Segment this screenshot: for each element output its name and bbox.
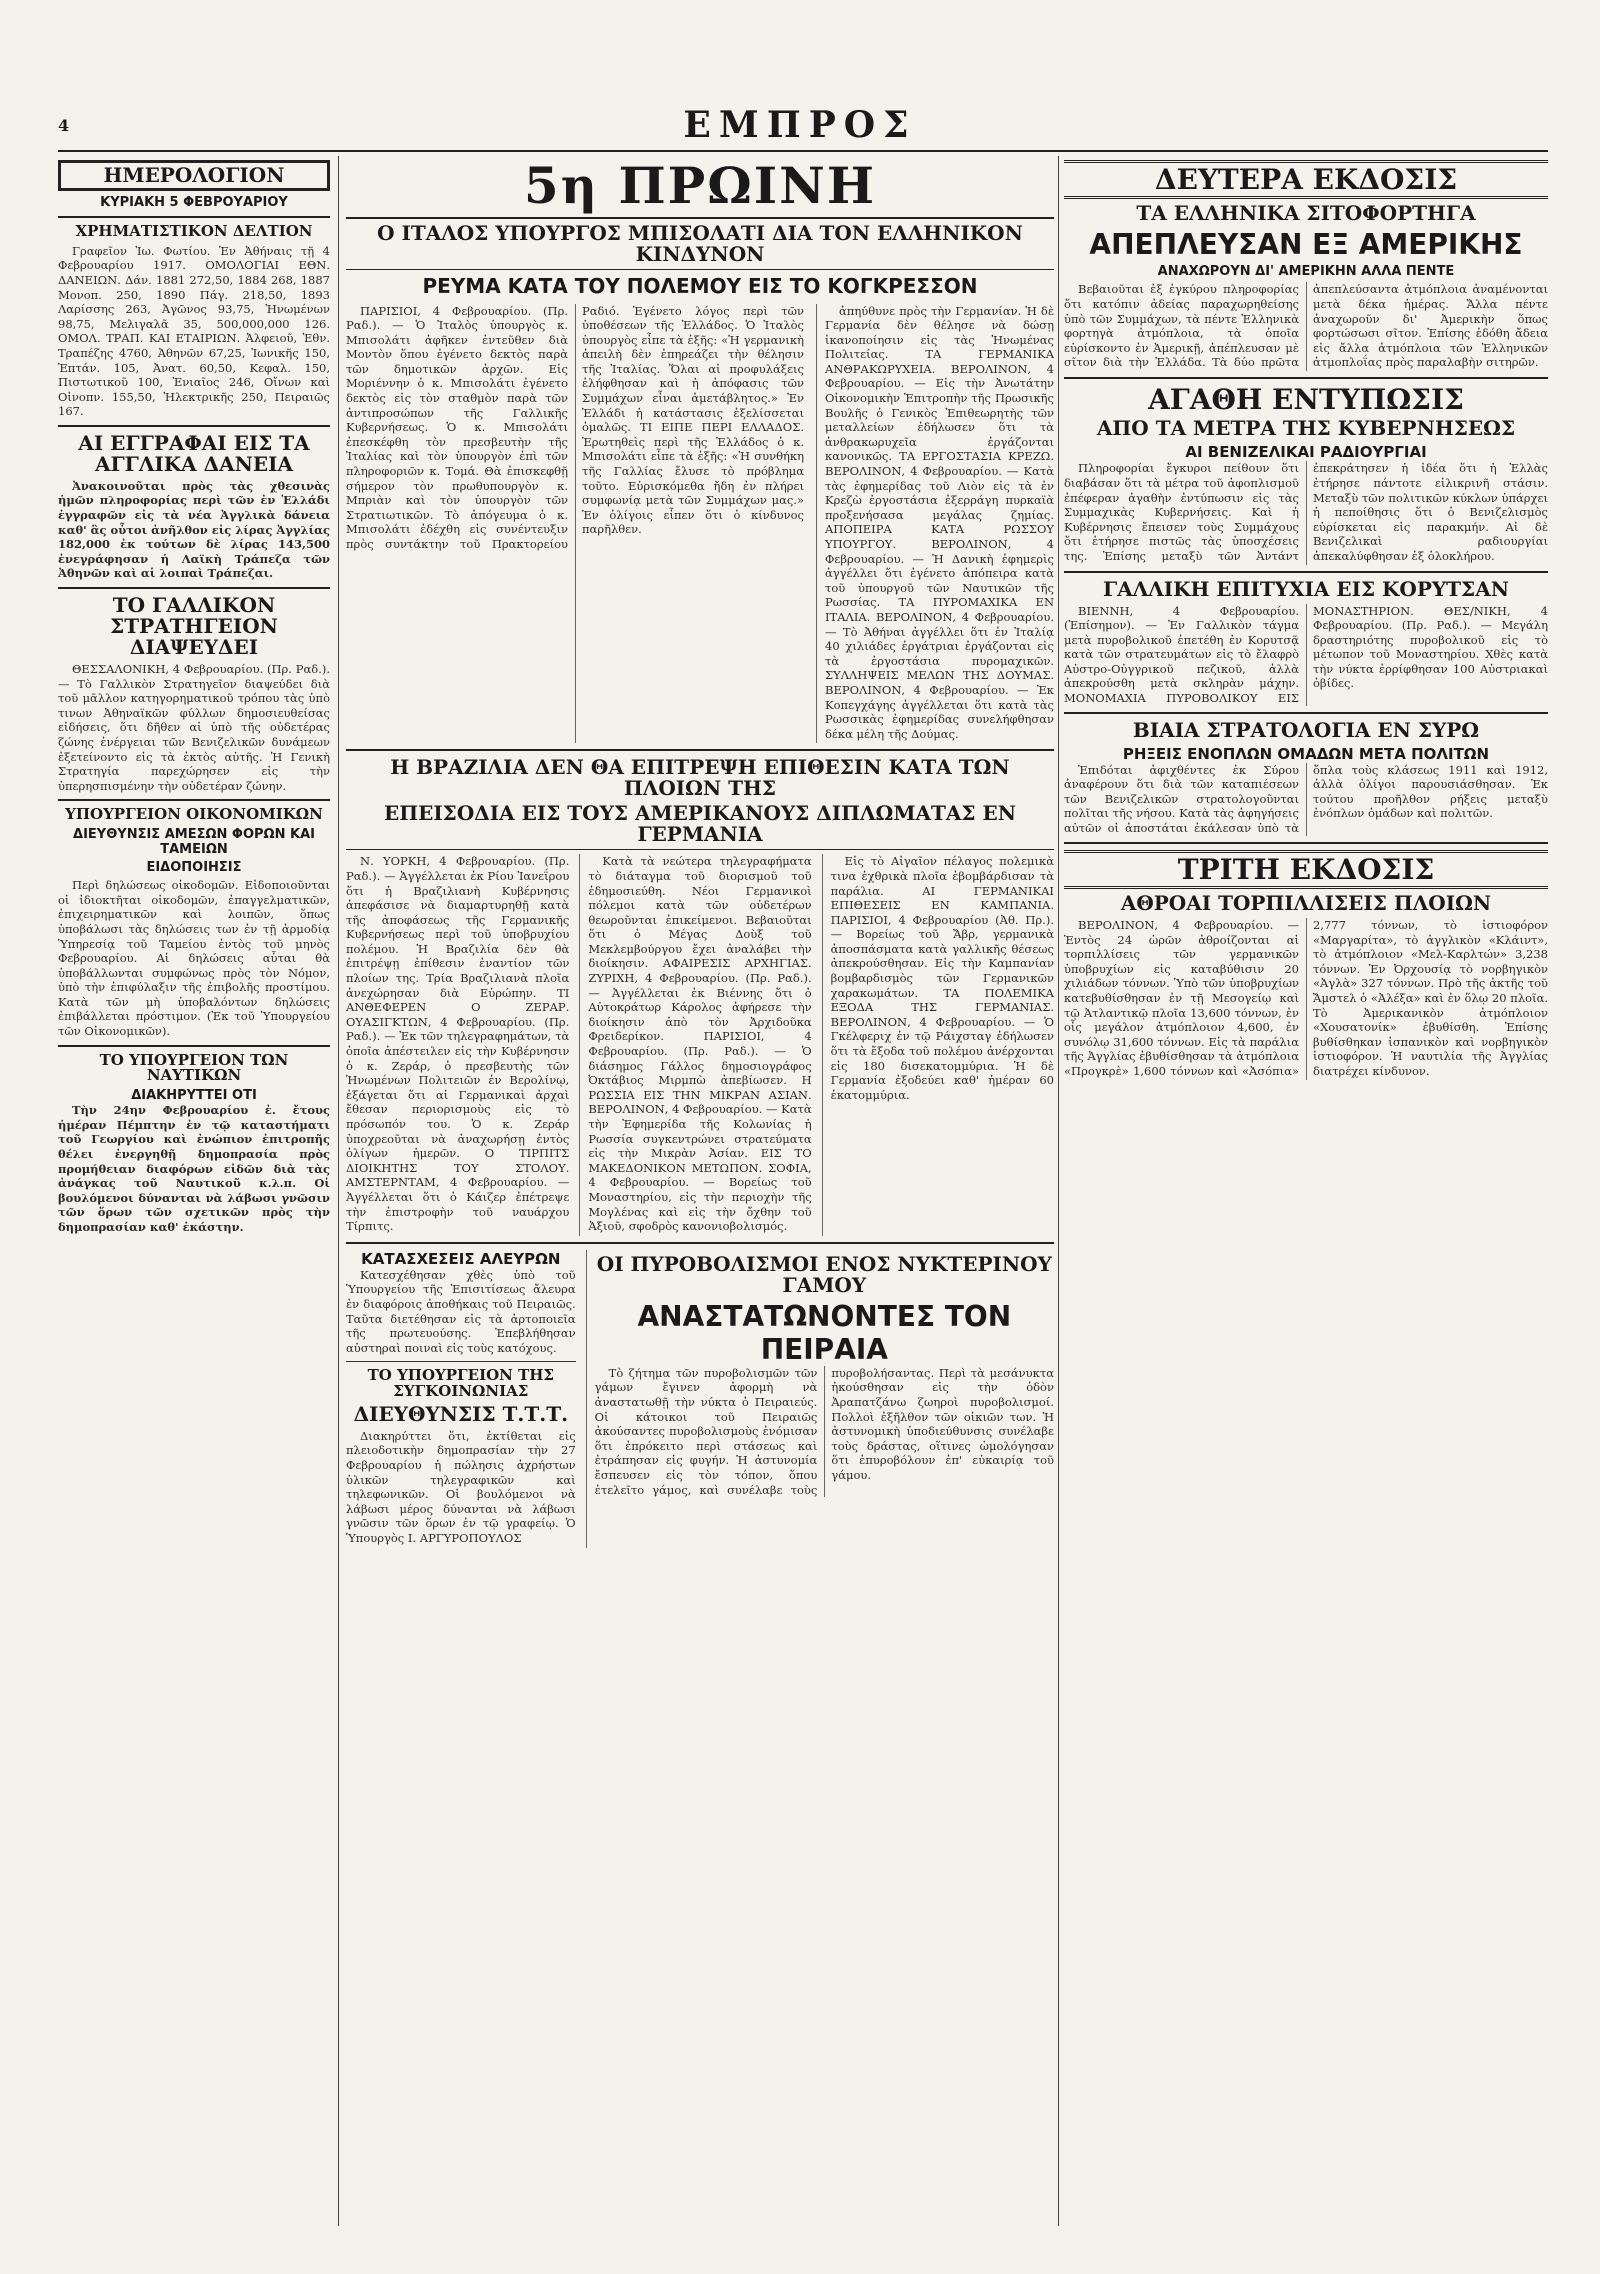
newspaper-masthead: ΕΜΠΡΟΣ (683, 104, 917, 146)
divider (346, 1242, 1054, 1244)
bottom-center-block (346, 1250, 1054, 1548)
korytsa-text: ΒΙΕΝΝΗ, 4 Φεβρουαρίου. (Ἐπίσημον). — Ἐν Γαλλικὸν τάγμα μετὰ πυροβολικοῦ ἐπετέθη ἐν Κορυτσᾷ κατὰ τῶν στρατευμάτων εἰς τὸ ἔλαφρὸ Αὐστρο-Οὐγγρικοῦ πεζικοῦ, ἀλλὰ ἀπεκρούσθη μετὰ σκληρὰν μάχην. ΜΟΝΟΜΑΧΙΑ ΠΥΡΟΒΟΛΙΚΟΥ ΕΙΣ ΜΟΝΑΣΤΗΡΙΟΝ. ΘΕΣ/ΝΙΚΗ, 4 Φεβρουαρίου. (Πρ. Ραδ.). — Μεγάλη δραστηριότης πυροβολικοῦ εἰς τὸ μέτωπον τοῦ Μοναστηρίου. Χθὲς κατὰ τὴν νύκτα ἐρρίφθησαν 100 Αὐστριακαὶ ὀβίδες. (1064, 603, 1548, 706)
headline-bisolati: Ο ΙΤΑΛΟΣ ΥΠΟΥΡΓΟΣ ΜΠΙΣΟΛΑΤΙ ΔΙΑ ΤΟΝ ΕΛΛΗΝΙΚΟΝ ΚΙΝΔΥΝΟΝ (346, 217, 1054, 270)
divider (1064, 377, 1548, 379)
grain-subtitle: ΑΝΑΧΩΡΟΥΝ ΔΙ' ΑΜΕΡΙΚΗΝ ΑΛΛΑ ΠΕΝΤΕ (1157, 264, 1455, 280)
camp-title: ΤΟ ΓΑΛΛΙΚΟΝ ΣΤΡΑΤΗΓΕΙΟΝ ΔΙΑΨΕΥΔΕΙ (110, 593, 278, 660)
naval-subtitle: ΔΙΑΚΗΡΥΤΤΕΙ ΟΤΙ (131, 1088, 257, 1104)
story-brazil-text-3: Εἰς τὸ Αἰγαῖον πέλαγος πολεμικὰ τινα ἐχθρικὰ πλοῖα ἐβομβάρδισαν τὰ παράλια. ΑΙ ΓΕΡΜΑΝΙΚΑΙ ΕΠΙΘΕΣΕΙΣ ΕΝ ΚΑΜΠΑΝΙΑ. ΠΑΡΙΣΙΟΙ, 4 Φεβρουαρίου (Ἀθ. Πρ.). — Βορείως τοῦ Ἄβρ, γερμανικὰ ἀποσπάσματα κατὰ γαλλικῆς θέσεως ἀπεκρούσθησαν. Εἰς τὴν Καμπανίαν βομβαρδισμὸς τῶν Γερμανικῶν χαρακωμάτων. ΤΑ ΠΟΛΕΜΙΚΑ ΕΞΟΔΑ ΤΗΣ ΓΕΡΜΑΝΙΑΣ. ΒΕΡΟΛΙΝΟΝ, 4 Φεβρουαρίου. — Ὁ Γκέλφεριχ ἐν τῷ Ράιχσταγ ἐδήλωσεν ὅτι τὰ ἔξοδα τοῦ πολέμου ἀνέρχονται εἰς 180 δισεκατομμύρια. Ἡ δὲ Γερμανία ἐξοδεύει καθ' ἡμέραν 60 ἑκατομμύρια. (822, 854, 1054, 1235)
center-column (346, 156, 1054, 2226)
story-bisolati-text: ΠΑΡΙΣΙΟΙ, 4 Φεβρουαρίου. (Πρ. Ραδ.). — Ὁ Ἰταλὸς ὑπουργὸς κ. Μπισολάτι ἀφῆκεν ἐντεῦθεν διὰ Μοντὸν ὅπου ἐγένετο δεκτὸς παρὰ τῶν δημοτικῶν ἀρχῶν. Εἰς Μοριέννην ὁ κ. Μπισολάτι ἐγένετο δεκτὸς εἰς τὸν σταθμὸν παρὰ τῶν ἀντιπροσώπων τῆς Γαλλικῆς Κυβερνήσεως. Ὁ κ. Μπισολάτι ἐπεσκέφθη τὸν πρεσβευτὴν τῆς Ἰταλίας καὶ τὸν ὑπουργὸν ἐπὶ τῶν πληροφοριῶν κ. Τομά. Θὰ ἐπισκεφθῇ σήμερον τὸν πρωθυπουργὸν κ. Μπριὰν καὶ τὸν ὑπουργὸν τῶν Στρατιωτικῶν. Τὸ ἀπόγευμα ὁ κ. Μπισολάτι ἐδέχθη εἰς συνέντευξιν πρὸς συντάκτην τοῦ Πρακτορείου Ραδιό. Ἐγένετο λόγος περὶ τῶν ὑποθέσεων τῆς Ἑλλάδος. Ὁ Ἰταλὸς ὑπουργὸς εἶπε τὰ ἑξῆς: «Ἡ γερμανικὴ ἀπειλὴ δὲν ἐπηρεάζει τὴν θέλησιν τῆς Ἰταλίας. Ὅλαι αἱ προφυλάξεις ἐλήφθησαν καὶ ἡ ἀπόφασις τῶν Συμμάχων εἶναι ἀμετάβλητος.» Ἐν Ἑλλάδι ἡ κατάστασις ἐξελίσσεται ὁμαλῶς. ΤΙ ΕΙΠΕ ΠΕΡΙ ΕΛΛΑΔΟΣ. Ἐρωτηθεὶς περὶ τῆς Ἑλλάδος ὁ κ. Μπισολάτι εἶπε τὰ ἑξῆς: «Ἡ συνθήκη τῆς Γαλλίας ἔλυσε τὸ πρόβλημα τοῦτο. Εὑρισκόμεθα ἤδη ἐν πλήρει συμφωνίᾳ μετὰ τῶν Συμμάχων μας.» Ἐν ὀλίγοις εἶπεν ὅτι ὁ κίνδυνος παρῆλθεν. (346, 303, 804, 551)
telegraph-title: ΤΟ ΥΠΟΥΡΓΕΙΟΝ ΤΗΣ ΣΥΓΚΟΙΝΩΝΙΑΣ (367, 1366, 555, 1401)
finance-text: Περὶ δηλώσεως οἰκοδομῶν. Εἰδοποιοῦνται οἱ ἰδιοκτῆται οἰκοδομῶν, ἐπαγγελματικῶν, ἐπιχειρηματικῶν καὶ λοιπῶν, ὅπως ὑποβάλωσι τὰς δηλώσεις των ἐν τῇ ἀρμοδίᾳ Ὑπηρεσίᾳ τοῦ Ταμείου ἐντὸς τοῦ μηνὸς Φεβρουαρίου. Αἱ δηλώσεις αὗται θὰ ὑποβάλλωνται συμφώνως πρὸς τὸν Νόμον, ὑπὸ τὴν ἐπιφύλαξιν τῆς ἐπιβολῆς προστίμου. Κατὰ τῶν μὴ ὑποβαλόντων δηλώσεις ἐπιβάλλεται πρόστιμον. (Ἐκ τοῦ Ὑπουργείου τῶν Οἰκονομικῶν). (58, 878, 330, 1039)
naval-text: Τὴν 24ην Φεβρουαρίου ἐ. ἔτους ἡμέραν Πέμπτην ἐν τῷ καταστήματι τοῦ Γεωργίου καὶ ἐνώπιον ἐπιτροπῆς θέλει ἐνεργηθῇ δημοπρασία πρὸς προμήθειαν διαφόρων εἰδῶν διὰ τὰς ἀνάγκας τοῦ Ναυτικοῦ κ.λ.π. Οἱ βουλόμενοι δύνανται νὰ λάβωσι γνῶσιν τῶν ὅρων τῶν σχετικῶν πρὸς τὴν δημοπρασίαν καθ' ἑκάστην. (58, 1103, 330, 1234)
divider (346, 1361, 576, 1362)
impression-subheading: ΑΙ ΒΕΝΙΖΕΛΙΚΑΙ ΡΑΔΙΟΥΡΓΙΑΙ (1185, 443, 1427, 462)
torpedo-text: ΒΕΡΟΛΙΝΟΝ, 4 Φεβρουαρίου. — Ἐντὸς 24 ὡρῶν ἀθροίζονται αἱ τορπιλλίσεις τῶν γερμανικῶν ὑποβρυχίων εἰς καταβύθισιν 20 χιλιάδων τόννων. Ὑπὸ τῶν ὑποβρυχίων κατεβυθίσθησαν ἐν τῇ Μεσογείῳ καὶ τῷ Ἀτλαντικῷ πλοῖα 13,600 τόννων, ἐν οἷς μεγάλον ἀτμόπλοιον 4,600, ἐν συνόλῳ 31,600 τόννων. Εἰς τὰ παράλια τῆς Ἀγγλίας ἐβυθίσθησαν τὰ ἀτμόπλοια «Προγκρὲ» 1,600 τόννων καὶ «Ἀσόπια» 2,777 τόννων, τὸ ἰστιοφόρον «Μαργαρίτα», τὸ ἀγγλικὸν «Κλάιντ», τὸ ἀτμόπλοιον «Μελ-Καρλτών» 3,238 τόννων. Ἐν Ὀρχουσίᾳ τὸ νορβηγικὸν «Ἀγλὰ» 327 τόννων. Πρὸ τῆς ἀκτῆς τοῦ Ἄμστελ ὁ «Ἀλέξα» καὶ ἐν ὅλῳ 20 πλοῖα. Τὸ Ἀμερικανικὸν ἀτμόπλοιον «Χουσατονίκ» ἐβυθίσθη. Ἐπίσης βυθίσθηκαν ἰσπανικὸν καὶ νορβηγικὸν ἱστιοφόρον. Ἡ ναυτιλία τῆς Ἀγγλίας διατρέχει κίνδυνον. (1064, 918, 1548, 1078)
wedding-subtitle: ΑΝΑΣΤΑΤΩΝΟΝΤΕΣ ΤΟΝ ΠΕΙΡΑΙΑ (637, 1299, 1012, 1366)
edition-title: 5η ΠΡΩΙΝΗ (523, 156, 877, 215)
divider (346, 749, 1054, 751)
telegraph-subtitle: ΔΙΕΥΘΥΝΣΙΣ Τ.Τ.Τ. (353, 1401, 569, 1426)
loans-title: ΑΙ ΕΓΓΡΑΦΑΙ ΕΙΣ ΤΑ ΑΓΓΛΙΚΑ ΔΑΝΕΙΑ (78, 430, 310, 476)
calendar-date: ΚΥΡΙΑΚΗ 5 ΦΕΒΡΟΥΑΡΙΟΥ (100, 195, 288, 210)
wedding-title: ΟΙ ΠΥΡΟΒΟΛΙΣΜΟΙ ΕΝΟΣ ΝΥΚΤΕΡΙΝΟΥ ΓΑΜΟΥ (596, 1251, 1052, 1297)
story-news-text: ἀπηύθυνε πρὸς τὴν Γερμανίαν. Ἡ δὲ Γερμανία δὲν θέλησε νὰ δώσῃ ἱκανοποίησιν εἰς τὰς Ἡνωμένας Πολιτείας. ΤΑ ΓΕΡΜΑΝΙΚΑ ΑΝΘΡΑΚΩΡΥΧΕΙΑ. ΒΕΡΟΛΙΝΟΝ, 4 Φεβρουαρίου. — Εἰς τὴν Ἀνωτάτην Οἰκονομικὴν Ἐπιτροπὴν τῆς Πρωσικῆς Βουλῆς ὁ Γενικὸς Ἐπιθεωρητὴς τῶν μεταλλείων ἐδήλωσεν ὅτι τὰ ἀνθρακωρυχεῖα ἐργάζονται κανονικῶς. ΤΑ ΕΡΓΟΣΤΑΣΙΑ ΚΡΕΖΩ. ΒΕΡΟΛΙΝΟΝ, 4 Φεβρουαρίου. — Κατὰ τὰς ἐφημερίδας τοῦ Λιὸν εἰς τὰ ἐν Κρεζὼ ἐργοστάσια ἐξερράγη πυρκαϊὰ προξενήσασα μεγάλας ζημίας. ΑΠΟΠΕΙΡΑ ΚΑΤΑ ΡΩΣΣΟΥ ΥΠΟΥΡΓΟΥ. ΒΕΡΟΛΙΝΟΝ, 4 Φεβρουαρίου. — Ἡ Δανικὴ ἐφημερὶς ἀγγέλλει ὅτι ἐγένετο ἀπόπειρα κατὰ τοῦ ὑπουργοῦ τῶν Ναυτικῶν τῆς Ρωσσίας. ΤΑ ΠΥΡΟΜΑΧΙΚΑ ΕΝ ΙΤΑΛΙΑ. ΒΕΡΟΛΙΝΟΝ, 4 Φεβρουαρίου. — Τὸ Ἀθήναι ἀγγέλλει ὅτι ἐν Ἰταλίᾳ 40 χιλιάδες ἐργάτριαι ἐργάζονται εἰς τὰ ἐργοστάσια πυρομαχικῶν. ΣΥΛΛΗΨΕΙΣ ΜΕΛΩΝ ΤΗΣ ΔΟΥΜΑΣ. ΒΕΡΟΛΙΝΟΝ, 4 Φεβρουαρίου. — Ἐκ Κοπεγχάγης ἀγγέλλεται ὅτι κατὰ τὰς Ρωσσικὰς ἐφημερίδας συνελήφθησαν δέκα μέλη τῆς Δούμας. (816, 304, 1054, 744)
naval-title: ΤΟ ΥΠΟΥΡΓΕΙΟΝ ΤΩΝ ΝΑΥΤΙΚΩΝ (99, 1050, 289, 1085)
notices-block (346, 1250, 576, 1548)
wedding-block (586, 1250, 1054, 1548)
divider (58, 587, 330, 589)
story-brazil-block (346, 854, 1054, 1235)
telegraph-text: Διακηρύττει ὅτι, ἐκτίθεται εἰς πλειοδοτικὴν δημοπρασίαν τὴν 27 Φεβρουαρίου ἡ πώλησις ἀχρήστων ὑλικῶν τηλεγραφικῶν καὶ τηλεφωνικῶν. Οἱ βουλόμενοι νὰ λάβωσι μέρος δύνανται νὰ λάβωσι γνῶσιν τῶν ὅρων ἐν τῷ γραφείῳ. Ὁ Ὑπουργὸς Ι. ΑΡΓΥΡΟΠΟΥΛΟΣ (346, 1428, 576, 1545)
stock-title: ΧΡΗΜΑΤΙΣΤΙΚΟΝ ΔΕΛΤΙΟΝ (75, 222, 313, 240)
syros-text: Ἐπιδόται ἀφιχθέντες ἐκ Σύρου ἀναφέρουν ὅτι διὰ τῶν καταπιέσεων τῶν Βενιζελικῶν στρατολογοῦνται πολῖται τῆς νήσου. Κατὰ τὰς ἀφηγήσεις αὐτῶν οἱ ἀποστάται ἐκάλεσαν ὑπὸ τὰ ὅπλα τοὺς κλάσεως 1911 καὶ 1912, ἀλλὰ ὀλίγοι παρουσιάσθησαν. Ἐκ τούτου προῆλθον ρήξεις μεταξὺ ἐνόπλων ὁμάδων καὶ πολιτῶν. (1064, 762, 1548, 836)
stock-text: Γραφεῖον Ἰω. Φωτίου. Ἐν Ἀθήναις τῇ 4 Φεβρουαρίου 1917. ΟΜΟΛΟΓΙΑΙ ΕΘΝ. ΔΑΝΕΙΩΝ. Δάν. 1881 272,50, 1884 268, 1887 Μονοπ. 250, 1890 Πάγ. 218,50, 1893 Λαρίσσης 263, Ἀγῶνος 93,75, Ἠνωμένων 98,75, Μελιγαλᾶ 35, 500,000,000 126. ΟΜΟΛ. ΤΡΑΠ. ΚΑΙ ΕΤΑΙΡΙΩΝ. Ἀλφειοῦ, Ἐθν. Τραπέζης 4760, Ἀθηνῶν 67,25, Ἰωνικῆς 150, Ἐπτάν. 105, Ἀνατ. 60,50, Κεφαλ. 150, Πιστωτικοῦ 100, Ἐνιαῖος 246, Οἴνων καὶ Οἰνοπν. 155,50, Ἠλεκτρικῆς 250, Πειραιῶς 167. (58, 243, 330, 419)
flour-title: ΚΑΤΑΣΧΕΣΕΙΣ ΑΛΕΥΡΩΝ (361, 1249, 561, 1268)
wedding-text: Τὸ ζήτημα τῶν πυροβολισμῶν τῶν γάμων ἔγινεν ἀφορμὴ νὰ ἀναστατωθῇ τὴν νύκτα ὁ Πειραιεύς. Οἱ κάτοικοι τοῦ Πειραιῶς ἀκούσαντες πυροβολισμοὺς ἐνόμισαν ὅτι ἐπρόκειτο περὶ στάσεως καὶ ἐτράπησαν εἰς φυγήν. Ἡ ἀστυνομία ἔσπευσεν εἰς τὸν τόπον, ὅπου ἐτελεῖτο γάμος, καὶ συνέλαβε τοὺς πυροβολήσαντας. Περὶ τὰ μεσάνυκτα ἠκούσθησαν εἰς τὴν ὁδὸν Ἀραπατζάνω ζωηροὶ πυροβολισμοί. Πολλοὶ ἐξῆλθον τῶν οἰκιῶν των. Ἡ ἀστυνομικὴ ὑποδιεύθυνσις συνέλαβε τοὺς δράστας, οἵτινες ὡμολόγησαν ὅτι ἐπυροβόλουν ἐπ' εὐκαιρίᾳ τοῦ γάμου. (594, 1365, 1054, 1497)
divider (58, 1045, 330, 1047)
loans-text: Ἀνακοινοῦται πρὸς τὰς χθεσινὰς ἡμῶν πληροφορίας περὶ τῶν ἐν Ἑλλάδι ἐγγραφῶν εἰς τὰ νέα Ἀγγλικὰ δάνεια καθ' ἃς οὗτοι ἀνῆλθον εἰς λίρας Ἀγγλίας 182,000 ἐκ τούτων δὲ λίρας 143,500 ἐνεγράφησαν ἡ Λαϊκὴ Τράπεζα τῶν Ἀθηνῶν καὶ αἱ λοιπαὶ Τράπεζαι. (58, 478, 330, 581)
syros-title: ΒΙΑΙΑ ΣΤΡΑΤΟΛΟΓΙΑ ΕΝ ΣΥΡΩ (1132, 717, 1480, 742)
story-brazil-text-2: Κατὰ τὰ νεώτερα τηλεγραφήματα τὸ διάταγμα τοῦ διορισμοῦ τοῦ ἐδημοσιεύθη. Νέοι Γερμανικοὶ πόλεμοι κατὰ τῶν οὐδετέρων θεωροῦνται ἐπικείμενοι. Βεβαιοῦται ὅτι ὁ Μέγας Δοὺξ τοῦ Μεκλεμβούργου ἔχει ἀναλάβει τὴν διοίκησιν. ΑΦΑΙΡΕΣΙΣ ΑΡΧΗΓΙΑΣ. ΖΥΡΙΧΗ, 4 Φεβρουαρίου. (Πρ. Ραδ.). — Ἀγγέλλεται ἐκ Βιέννης ὅτι ὁ Αὐτοκράτωρ Κάρολος ἀφήρεσε τὴν διοίκησιν ἀπὸ τὸν Ἀρχιδοῦκα Φρειδερίκον. ΠΑΡΙΣΙΟΙ, 4 Φεβρουαρίου. (Πρ. Ραδ.). — Ὁ διάσημος Γάλλος δημοσιογράφος Ὀκτάβιος Μιρμπὼ ἀπεβίωσεν. Η ΡΩΣΣΙΑ ΕΙΣ ΤΗΝ ΜΙΚΡΑΝ ΑΣΙΑΝ. ΒΕΡΟΛΙΝΟΝ, 4 Φεβρουαρίου. — Κατὰ τὴν Ἐφημερίδα τῆς Κολωνίας ἡ Ρωσσία συγκεντρώνει στρατεύματα εἰς τὴν Μικρὰν Ἀσίαν. ΕΙΣ ΤΟ ΜΑΚΕΔΟΝΙΚΟΝ ΜΕΤΩΠΟΝ. ΣΟΦΙΑ, 4 Φεβρουαρίου. — Βορείως τοῦ Μοναστηρίου, εἰς τὴν περιοχὴν τῆς Μογλένας καὶ εἰς τὴν ὄχθην τοῦ Ἀξιοῦ, σφοδρὸς κανονιοβολισμός. (579, 854, 811, 1235)
grain-text: Βεβαιοῦται ἐξ ἐγκύρου πληροφορίας ὅτι κατόπιν ἀδείας παραχωρηθείσης ὑπὸ τῶν Συμμάχων, τὰ πέντε Ἑλληνικὰ φορτηγὰ ἀτμόπλοια, τὰ ὁποῖα εὑρίσκοντο ἐν Ἀμερικῇ, ἀπέπλευσαν μὲ σῖτον διὰ τὴν Ἑλλάδα. Τὰ δύο πρῶτα ἀπεπλεύσαντα ἀτμόπλοια ἀναμένονται μετὰ δέκα ἡμέρας. Ἄλλα πέντε ἀναχωροῦν δι' Ἀμερικὴν ὅπως φορτώσωσι σῖτον. Ἐπίσης ἐδόθη ἄδεια εἰς ἄλλα ἀτμόπλοια τῶν Ἑλληνικῶν ἀτμοπλοΐας πρὸς παραλαβὴν σιτηρῶν. (1064, 282, 1548, 370)
divider (58, 216, 330, 218)
finance-title: ΥΠΟΥΡΓΕΙΟΝ ΟΙΚΟΝΟΜΙΚΩΝ (65, 805, 323, 824)
impression-title: ΑΓΑΘΗ ΕΝΤΥΠΩΣΙΣ (1148, 382, 1464, 416)
column-divider (338, 156, 339, 2226)
masthead-rule (58, 150, 1548, 152)
divider (58, 799, 330, 801)
finance-subtitle: ΔΙΕΥΘΥΝΣΙΣ ΑΜΕΣΩΝ ΦΟΡΩΝ ΚΑΙ ΤΑΜΕΙΩΝ (73, 827, 315, 858)
impression-text: Πληροφορίαι ἔγκυροι πείθουν ὅτι διαβάσαν ὅτι τὰ μέτρα τοῦ ἀφοπλισμοῦ ἐπέφεραν ἀγαθὴν ἐντύπωσιν εἰς τὰς Συμμαχικὰς Κυβερνήσεις. Καὶ ἡ Κυβέρνησις ἔπεισεν τοὺς Συμμάχους ὅτι ἐτήρησε πιστῶς τὰς ὑποσχέσεις της. Ἐπίσης μεταξὺ τῶν Ἀντάντ ἐπεκράτησεν ἡ ἰδέα ὅτι ἡ Ἑλλὰς ἐτήρησε πάντοτε εἰλικρινῆ στάσιν. Μεταξὺ τῶν πολιτικῶν κύκλων ὑπάρχει ἡ πεποίθησις ὅτι ὁ Βενιζελισμὸς εὑρίσκεται εἰς παρακμήν. Αἱ δὲ Βενιζελικαὶ ραδιουργίαι ἀπεκαλύφθησαν ἐξ ὁλοκλήρου. (1064, 461, 1548, 563)
story-brazil-text: Ν. ΥΟΡΚΗ, 4 Φεβρουαρίου. (Πρ. Ραδ.). — Ἀγγέλλεται ἐκ Ρίου Ἰανεΐρου ὅτι ἡ Βραζιλιανὴ Κυβέρνησις ἀπεφάσισε νὰ διαμαρτυρηθῇ κατὰ τῆς ἀποφάσεως τῆς Γερμανικῆς Κυβερνήσεως περὶ τοῦ ὑποβρυχίου πολέμου. Ἡ Βραζιλία δὲν θὰ ἐπιτρέψῃ ἐπίθεσιν ἐναντίον τῶν πλοίων της. Τρία Βραζιλιανὰ πλοῖα ἀνεχώρησαν διὰ Εὐρώπην. ΤΙ ΑΝΘΕΦΕΡΕΝ Ο ΖΕΡΑΡ. ΟΥΑΣΙΓΚΤΩΝ, 4 Φεβρουαρίου. (Πρ. Ραδ.). — Ἐκ τῶν τηλεγραφημάτων, τὰ ὁποῖα ἀπέστειλεν εἰς τὴν Κυβέρνησιν ὁ κ. Ζεράρ, ὁ πρεσβευτὴς τῶν Ἡνωμένων Πολιτειῶν ἐν Βερολίνῳ, ἐξάγεται ὅτι αἱ Γερμανικαὶ ἀρχαὶ ἔθεσαν περιορισμοὺς εἰς τὸ πρόσωπόν του. Ὁ κ. Ζεράρ ὑποχρεοῦται νὰ ἀναχωρήσῃ ἐντὸς ὀλίγων ἡμερῶν. Ο ΤΙΡΠΙΤΣ ΔΙΟΙΚΗΤΗΣ ΤΟΥ ΣΤΟΛΟΥ. ΑΜΣΤΕΡΝΤΑΜ, 4 Φεβρουαρίου. — Ἀγγέλλεται ὅτι ὁ Κάιζερ ἐπέτρεψε τὴν ἐπιστροφὴν τοῦ ναυάρχου Τίρπιτς. (346, 854, 570, 1234)
column-divider (1058, 156, 1059, 2226)
calendar-title: ΗΜΕΡΟΛΟΓΙΟΝ (58, 160, 330, 191)
divider (58, 425, 330, 427)
korytsa-title: ΓΑΛΛΙΚΗ ΕΠΙΤΥΧΙΑ ΕΙΣ ΚΟΡΥΤΣΑΝ (1103, 576, 1509, 601)
headline-brazil: Η ΒΡΑΖΙΛΙΑ ΔΕΝ ΘΑ ΕΠΙΤΡΕΨΗ ΕΠΙΘΕΣΙΝ ΚΑΤΑ ΤΩΝ ΠΛΟΙΩΝ ΤΗΣ (390, 755, 1010, 801)
left-column (58, 156, 330, 2226)
divider (1064, 842, 1548, 844)
grain-title: ΤΑ ΕΛΛΗΝΙΚΑ ΣΙΤΟΦΟΡΤΗΓΑ (1136, 201, 1476, 226)
page-number: 4 (58, 116, 70, 135)
headline-brazil-sub: ΕΠΕΙΣΟΔΙΑ ΕΙΣ ΤΟΥΣ ΑΜΕΡΙΚΑΝΟΥΣ ΔΙΠΛΩΜΑΤΑΣ ΕΝ ΓΕΡΜΑΝΙΑ (346, 803, 1054, 850)
right-column (1064, 156, 1548, 2226)
third-edition-title: ΤΡΙΤΗ ΕΚΔΟΣΙΣ (1064, 850, 1548, 889)
second-edition-title: ΔΕΥΤΕΡΑ ΕΚΔΟΣΙΣ (1064, 160, 1548, 199)
story-bisolati-block (346, 304, 1054, 744)
divider (1064, 571, 1548, 573)
divider (1064, 712, 1548, 714)
impression-subtitle: ΑΠΟ ΤΑ ΜΕΤΡΑ ΤΗΣ ΚΥΒΕΡΝΗΣΕΩΣ (1096, 416, 1516, 441)
torpedo-title: ΑΘΡΟΑΙ ΤΟΡΠΙΛΛΙΣΕΙΣ ΠΛΟΙΩΝ (1120, 891, 1492, 916)
camp-text: ΘΕΣΣΑΛΟΝΙΚΗ, 4 Φεβρουαρίου. (Πρ. Ραδ.). — Τὸ Γαλλικὸν Στρατηγεῖον διαψεύδει διὰ τοῦ μᾶλλον κατηγορηματικοῦ τρόπου τὰς ὑπὸ τινων Ἀθηναϊκῶν φύλλων δημοσιευθείσας εἰδήσεις, ὅτι δῆθεν αἱ ὑπὸ τῆς οὐδετέρας ζώνης ἐνέργειαι τῶν Βενιζελικῶν δυνάμεων ἐξετείνοντο εἰς τὰ ἐκτὸς αὐτῆς. Ἡ Γενικὴ Στρατηγία παρεχώρησεν εἰς τὴν ὑπερησπισμένην τὴν οὐδετέραν ζώνην. (58, 662, 330, 793)
grain-big-title: ΑΠΕΠΛΕΥΣΑΝ ΕΞ ΑΜΕΡΙΚΗΣ (1089, 228, 1523, 262)
headline-bisolati-sub: ΡΕΥΜΑ ΚΑΤΑ ΤΟΥ ΠΟΛΕΜΟΥ ΕΙΣ ΤΟ ΚΟΓΚΡΕΣΣΟΝ (422, 273, 978, 298)
flour-text: Κατεσχέθησαν χθὲς ὑπὸ τοῦ Ὑπουργείου τῆς Ἐπισιτίσεως ἄλευρα ἐν διαφόροις ἀποθήκαις τοῦ Πειραιῶς. Ταῦτα διετέθησαν εἰς τὰ ἀρτοποιεῖα τῆς πρωτευούσης. Ἐπεβλήθησαν αὐστηραὶ ποιναὶ εἰς τοὺς κατόχους. (346, 1267, 576, 1355)
syros-subtitle: ΡΗΞΕΙΣ ΕΝΟΠΛΩΝ ΟΜΑΔΩΝ ΜΕΤΑ ΠΟΛΙΤΩΝ (1122, 744, 1490, 763)
finance-heading: ΕΙΔΟΠΟΙΗΣΙΣ (146, 860, 242, 876)
